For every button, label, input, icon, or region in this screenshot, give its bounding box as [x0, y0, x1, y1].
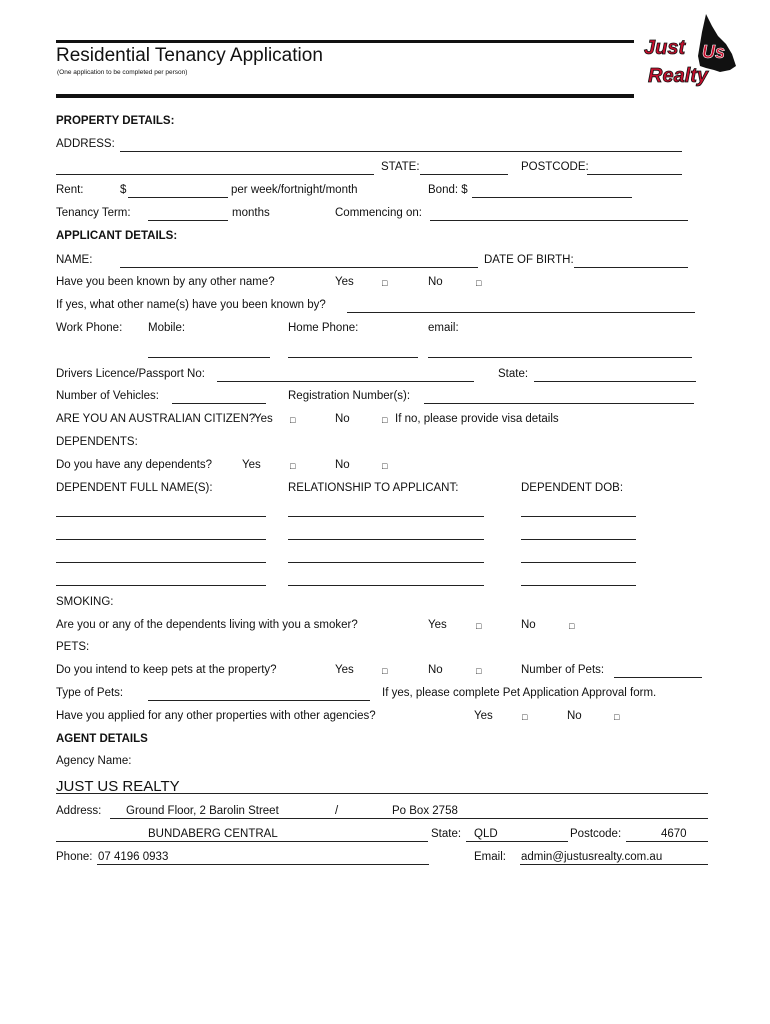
agent-address-street: Ground Floor, 2 Barolin Street — [126, 805, 279, 817]
agency-name-line — [56, 793, 708, 794]
other-agencies-question: Have you applied for any other properties with other agencies? — [56, 710, 376, 722]
registration-label: Registration Number(s): — [288, 390, 411, 402]
dependent-dob-field[interactable] — [521, 539, 636, 540]
pets-heading: PETS: — [56, 641, 90, 653]
agent-postcode-value: 4670 — [661, 828, 687, 840]
agent-address-label: Address: — [56, 805, 102, 817]
home-phone-field[interactable] — [288, 357, 418, 358]
other-name-yes-checkbox[interactable]: □ — [382, 278, 388, 288]
licence-state-field[interactable] — [534, 381, 696, 382]
agent-email-label: Email: — [474, 851, 506, 863]
other-name-no-checkbox[interactable]: □ — [476, 278, 482, 288]
email-field[interactable] — [428, 357, 692, 358]
mobile-field[interactable] — [148, 357, 270, 358]
dependents-yes-checkbox[interactable]: □ — [290, 461, 296, 471]
postcode-field[interactable] — [587, 174, 682, 175]
smoking-no-label: No — [521, 619, 536, 631]
state-label: STATE: — [381, 161, 420, 173]
dependent-name-field[interactable] — [56, 539, 266, 540]
dependents-no-checkbox[interactable]: □ — [382, 461, 388, 471]
citizen-question: ARE YOU AN AUSTRALIAN CITIZEN? — [56, 413, 256, 425]
dependents-no-label: No — [335, 459, 350, 471]
dependent-relationship-field[interactable] — [288, 562, 484, 563]
agent-phone-label: Phone: — [56, 851, 93, 863]
header-bottom-rule — [56, 94, 634, 98]
agency-name-value: JUST US REALTY — [56, 778, 180, 795]
pets-question: Do you intend to keep pets at the property? — [56, 664, 277, 676]
agent-state-value: QLD — [474, 828, 498, 840]
pet-approval-note: If yes, please complete Pet Application Approval form. — [382, 687, 657, 699]
page-subtitle: (One application to be completed per person) — [57, 69, 188, 76]
agent-address-line — [110, 818, 708, 819]
logo — [640, 10, 740, 92]
page-title: Residential Tenancy Application — [56, 45, 323, 66]
header-top-rule — [56, 40, 634, 43]
agent-email-line — [520, 864, 708, 865]
dependent-dob-field[interactable] — [521, 516, 636, 517]
rent-label: Rent: — [56, 184, 84, 196]
licence-state-label: State: — [498, 368, 529, 380]
term-unit: months — [232, 207, 270, 219]
rent-field[interactable] — [128, 197, 228, 198]
dob-label: DATE OF BIRTH: — [484, 254, 574, 266]
dependent-dob-field[interactable] — [521, 562, 636, 563]
citizen-yes-checkbox[interactable]: □ — [290, 415, 296, 425]
vehicles-field[interactable] — [172, 403, 266, 404]
agent-address-separator: / — [335, 805, 339, 817]
visa-note: If no, please provide visa details — [395, 413, 559, 425]
dependent-name-column-header: DEPENDENT FULL NAME(S): — [56, 482, 213, 494]
agent-po-box: Po Box 2758 — [392, 805, 458, 817]
smoking-yes-label: Yes — [428, 619, 447, 631]
commencing-field[interactable] — [430, 220, 688, 221]
type-of-pets-field[interactable] — [148, 700, 370, 701]
smoking-question: Are you or any of the dependents living with you a smoker? — [56, 619, 358, 631]
dependent-name-field[interactable] — [56, 585, 266, 586]
pets-no-checkbox[interactable]: □ — [476, 666, 482, 676]
logo-text-us: Us — [702, 42, 726, 62]
term-field[interactable] — [148, 220, 228, 221]
commencing-label: Commencing on: — [335, 207, 422, 219]
agent-suburb-line — [56, 841, 428, 842]
pets-no-label: No — [428, 664, 443, 676]
dependent-name-field[interactable] — [56, 516, 266, 517]
rent-period: per week/fortnight/month — [231, 184, 358, 196]
smoking-heading: SMOKING: — [56, 596, 114, 608]
agent-phone-value: 07 4196 0933 — [98, 851, 169, 863]
other-name-no-label: No — [428, 276, 443, 288]
home-phone-label: Home Phone: — [288, 322, 359, 334]
dependent-relationship-field[interactable] — [288, 585, 484, 586]
dependent-relationship-field[interactable] — [288, 539, 484, 540]
agent-phone-line — [97, 864, 429, 865]
bond-label: Bond: $ — [428, 184, 468, 196]
licence-field[interactable] — [217, 381, 474, 382]
address-field-line1[interactable] — [120, 151, 682, 152]
logo-text-realty: Realty — [648, 65, 709, 87]
dependents-yes-label: Yes — [242, 459, 261, 471]
citizen-no-label: No — [335, 413, 350, 425]
agent-heading: AGENT DETAILS — [56, 733, 148, 745]
property-heading: PROPERTY DETAILS: — [56, 115, 175, 127]
other-name-yes-label: Yes — [335, 276, 354, 288]
applicant-heading: APPLICANT DETAILS: — [56, 230, 178, 242]
dependent-dob-field[interactable] — [521, 585, 636, 586]
dependents-question: Do you have any dependents? — [56, 459, 213, 471]
agent-postcode-line — [626, 841, 708, 842]
smoking-no-checkbox[interactable]: □ — [569, 621, 575, 631]
licence-label: Drivers Licence/Passport No: — [56, 368, 205, 380]
citizen-yes-label: Yes — [254, 413, 273, 425]
other-name-followup: If yes, what other name(s) have you been known by? — [56, 299, 326, 311]
bond-field[interactable] — [472, 197, 632, 198]
agent-email-value[interactable]: admin@justusrealty.com.au — [521, 851, 663, 863]
registration-field[interactable] — [424, 403, 694, 404]
mobile-label: Mobile: — [148, 322, 186, 334]
dependents-heading: DEPENDENTS: — [56, 436, 138, 448]
pets-yes-checkbox[interactable]: □ — [382, 666, 388, 676]
postcode-label: POSTCODE: — [521, 161, 589, 173]
dependent-dob-column-header: DEPENDENT DOB: — [521, 482, 624, 494]
name-label: NAME: — [56, 254, 93, 266]
agent-state-line — [466, 841, 568, 842]
dob-field[interactable] — [574, 267, 688, 268]
agent-suburb: BUNDABERG CENTRAL — [148, 828, 278, 840]
other-agencies-yes-label: Yes — [474, 710, 493, 722]
state-field[interactable] — [420, 174, 508, 175]
other-agencies-no-label: No — [567, 710, 582, 722]
smoking-yes-checkbox[interactable]: □ — [476, 621, 482, 631]
dependent-name-field[interactable] — [56, 562, 266, 563]
agent-state-label: State: — [431, 828, 462, 840]
work-phone-label: Work Phone: — [56, 322, 123, 334]
address-label: ADDRESS: — [56, 138, 115, 150]
email-label: email: — [428, 322, 459, 334]
agent-postcode-label: Postcode: — [570, 828, 622, 840]
logo-text-just: Just — [644, 37, 686, 59]
vehicles-label: Number of Vehicles: — [56, 390, 159, 402]
type-of-pets-label: Type of Pets: — [56, 687, 124, 699]
agency-name-label: Agency Name: — [56, 755, 132, 767]
other-agencies-no-checkbox[interactable]: □ — [614, 712, 620, 722]
address-field-line2[interactable] — [56, 174, 374, 175]
pets-yes-label: Yes — [335, 664, 354, 676]
term-label: Tenancy Term: — [56, 207, 131, 219]
rent-currency: $ — [120, 184, 127, 196]
number-of-pets-label: Number of Pets: — [521, 664, 605, 676]
other-name-field[interactable] — [347, 312, 695, 313]
number-of-pets-field[interactable] — [614, 677, 702, 678]
dependent-relationship-field[interactable] — [288, 516, 484, 517]
citizen-no-checkbox[interactable]: □ — [382, 415, 388, 425]
other-name-question: Have you been known by any other name? — [56, 276, 275, 288]
name-field[interactable] — [120, 267, 478, 268]
dependent-relationship-column-header: RELATIONSHIP TO APPLICANT: — [288, 482, 459, 494]
other-agencies-yes-checkbox[interactable]: □ — [522, 712, 528, 722]
